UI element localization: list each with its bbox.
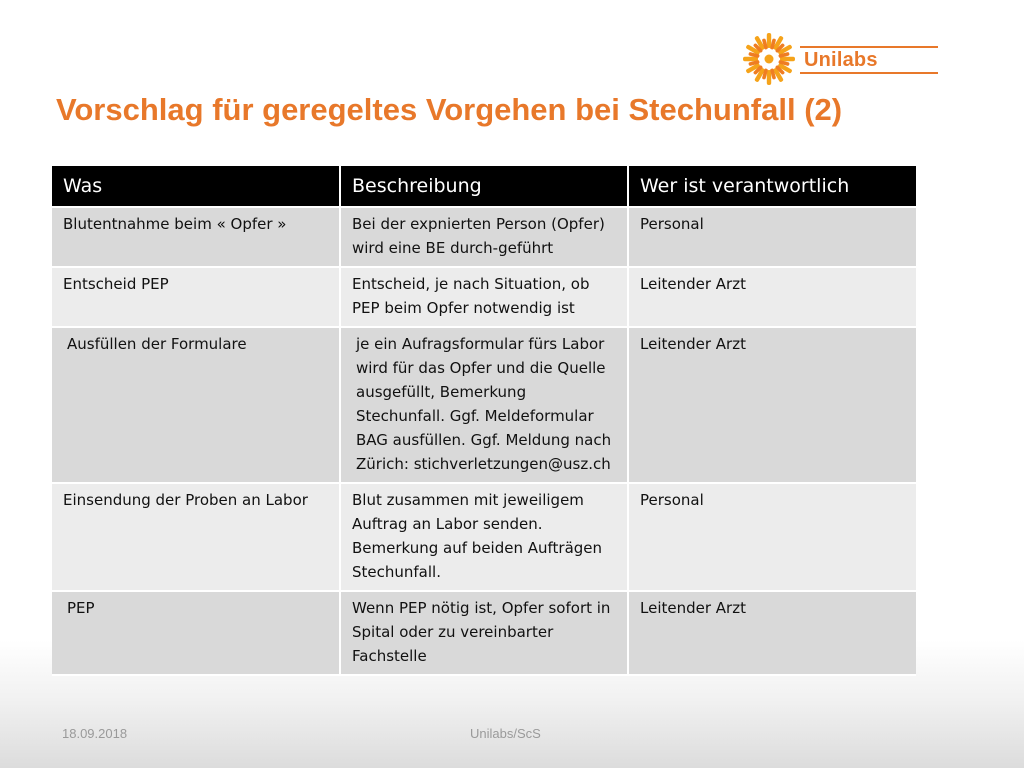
cell-beschreibung: Blut zusammen mit jeweiligem Auftrag an Labor senden. Bemerkung auf beiden Aufträgen Stechunfall. [340,483,628,591]
header-verantwortlich: Wer ist verantwortlich [628,166,916,207]
table-row [52,591,916,675]
header-was: Was [52,166,340,207]
cell-was: Einsendung der Proben an Labor [52,483,340,591]
footer-author: Unilabs/ScS [470,726,541,741]
logo-line-bottom [800,72,938,74]
table-header-row [52,166,916,207]
cell-verantwortlich: Personal [628,207,916,267]
cell-verantwortlich: Leitender Arzt [628,591,916,675]
cell-verantwortlich: Leitender Arzt [628,267,916,327]
table-row [52,267,916,327]
header-beschreibung: Beschreibung [340,166,628,207]
table-row [52,207,916,267]
cell-verantwortlich: Leitender Arzt [628,327,916,483]
cell-beschreibung: je ein Aufragsformular fürs Labor wird für das Opfer und die Quelle ausgefüllt, Bemerkung Stechunfall. Ggf. Meldeformular BAG ausfüllen. Ggf. Meldung nach Zürich: stichverletzungen@usz.ch [340,327,628,483]
cell-verantwortlich: Personal [628,483,916,591]
logo-line-top [800,46,938,48]
cell-beschreibung: Wenn PEP nötig ist, Opfer sofort in Spital oder zu vereinbarter Fachstelle [340,591,628,675]
cell-was: Blutentnahme beim « Opfer » [52,207,340,267]
footer-date: 18.09.2018 [62,726,128,741]
cell-was: PEP [52,591,340,675]
logo-wordmark: Unilabs [804,49,878,71]
table-row [52,327,916,483]
table-row [52,483,916,591]
sun-logo-icon [742,32,796,86]
procedure-table [52,166,916,676]
slide-title: Vorschlag für geregeltes Vorgehen bei Stechunfall (2) [56,92,843,127]
unilabs-logo [742,32,942,88]
cell-was: Entscheid PEP [52,267,340,327]
cell-beschreibung: Bei der expnierten Person (Opfer) wird eine BE durch-geführt [340,207,628,267]
cell-beschreibung: Entscheid, je nach Situation, ob PEP beim Opfer notwendig ist [340,267,628,327]
cell-was: Ausfüllen der Formulare [52,327,340,483]
